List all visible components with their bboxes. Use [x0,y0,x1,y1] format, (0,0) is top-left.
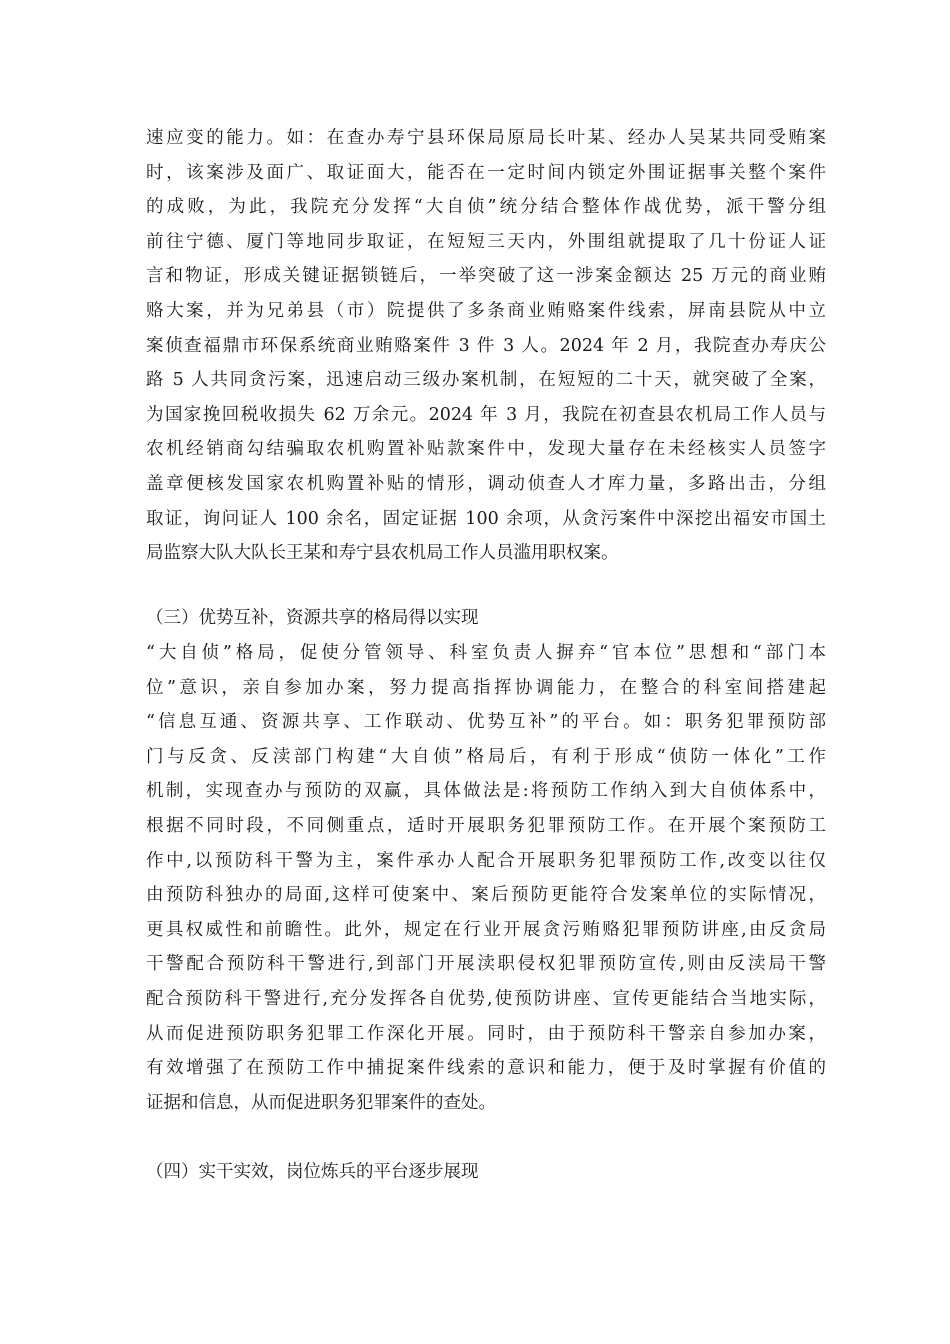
text-line: 速应变的能力。如：在查办寿宁县环保局原局长叶某、经办人吴某共同受贿案 [146,128,826,148]
text-line: 盖章便核发国家农机购置补贴的情形，调动侦查人才库力量，多路出击，分组 [146,473,826,494]
text-line: 证据和信息，从而促进职务犯罪案件的查处。 [146,1092,496,1113]
text-line: 干警配合预防科干警进行,到部门开展渎职侵权犯罪预防宣传,则由反渎局干警 [146,954,826,975]
text-line: 有效增强了在预防工作中捕捉案件线索的意识和能力，便于及时掌握有价值的 [146,1058,826,1079]
text-line: “大自侦”格局，促使分管领导、科室负责人摒弃“官本位”思想和“部门本 [146,643,826,663]
text-line: 作中,以预防科干警为主，案件承办人配合开展职务犯罪预防工作,改变以往仅 [146,850,826,871]
text-line: 根据不同时段，不同侧重点，适时开展职务犯罪预防工作。在开展个案预防工 [146,815,826,836]
paragraph-resource-sharing [146,636,826,1120]
text-line: 位”意识，亲自参加办案，努力提高指挥协调能力，在整合的科室间搭建起 [146,677,826,698]
text-line: 门与反贪、反渎部门构建“大自侦”格局后，有利于形成“侦防一体化”工作 [146,746,826,767]
text-line: 机制，实现查办与预防的双赢，具体做法是:将预防工作纳入到大自侦体系中， [146,781,826,802]
text-line: 从而促进预防职务犯罪工作深化开展。同时，由于预防科干警亲自参加办案， [146,1023,826,1044]
text-line: 农机经销商勾结骗取农机购置补贴款案件中，发现大量存在未经核实人员签字 [146,439,826,460]
text-line: 取证，询问证人 100 余名，固定证据 100 余项，从贪污案件中深挖出福安市国土 [146,508,826,529]
text-line: “信息互通、资源共享、工作联动、优势互补”的平台。如：职务犯罪预防部 [146,712,826,733]
section-heading-3 [146,601,826,636]
text-line: 言和物证，形成关键证据锁链后，一举突破了这一涉案金额达 25 万元的商业贿 [146,266,826,287]
text-line: 案侦查福鼎市环保系统商业贿赂案件 3 件 3 人。2024 年 2 月，我院查办寿庆公 [146,335,826,356]
text-line: 赂大案，并为兄弟县（市）院提供了多条商业贿赂案件线索，屏南县院从中立 [146,300,826,321]
paragraph-case-examples [146,121,826,571]
text-line: 配合预防科干警进行,充分发挥各自优势,使预防讲座、宣传更能结合当地实际， [146,988,826,1009]
text-line: 的成败，为此，我院充分发挥“大自侦”统分结合整体作战优势，派干警分组 [146,197,826,218]
text-line: 前往宁德、厦门等地同步取证，在短短三天内，外围组就提取了几十份证人证 [146,231,826,252]
text-line: 路 5 人共同贪污案，迅速启动三级办案机制，在短短的二十天，就突破了全案， [146,370,826,391]
text-line: 由预防科独办的局面,这样可使案中、案后预防更能符合发案单位的实际情况， [146,885,826,906]
section-heading-text: （三）优势互补，资源共享的格局得以实现 [146,608,479,628]
section-heading-text: （四）实干实效，岗位炼兵的平台逐步展现 [146,1162,479,1182]
text-line: 更具权威性和前瞻性。此外，规定在行业开展贪污贿赂犯罪预防讲座,由反贪局 [146,919,826,940]
text-line: 局监察大队大队长王某和寿宁县农机局工作人员滥用职权案。 [146,543,619,564]
section-heading-4 [146,1155,826,1190]
text-line: 时，该案涉及面广、取证面大，能否在一定时间内锁定外围证据事关整个案件 [146,162,826,183]
text-line: 为国家挽回税收损失 62 万余元。2024 年 3 月，我院在初查县农机局工作人员与 [146,404,826,425]
